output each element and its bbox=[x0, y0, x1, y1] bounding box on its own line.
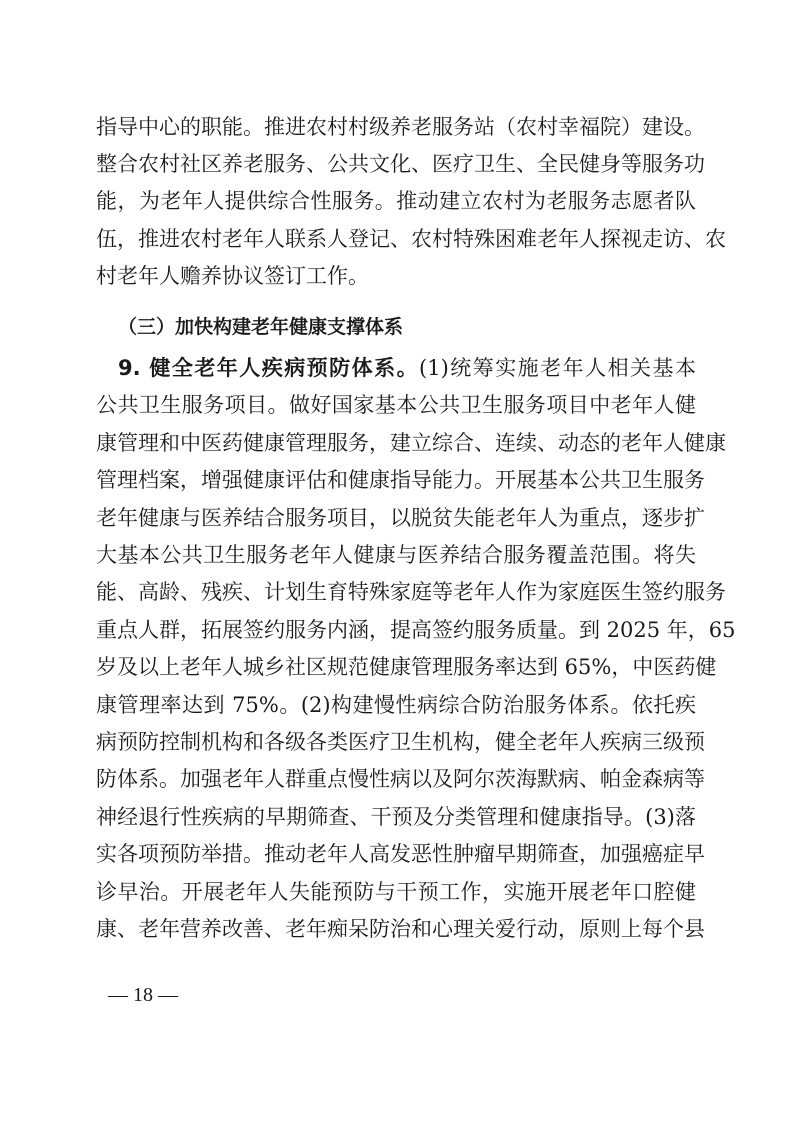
paragraph-line: 岁及以上老年人城乡社区规范健康管理服务率达到 65%，中医药健 bbox=[96, 655, 717, 679]
paragraph-line: 神经退行性疾病的早期筛查、干预及分类管理和健康指导。(3)落 bbox=[96, 805, 696, 829]
paragraph-line: 能，为老年人提供综合性服务。推动建立农村为老服务志愿者队 bbox=[96, 189, 696, 213]
paragraph-line: 村老年人赡养协议签订工作。 bbox=[96, 264, 369, 288]
paragraph-line: 病预防控制机构和各级各类医疗卫生机构，健全老年人疾病三级预 bbox=[96, 730, 705, 754]
paragraph-line: 老年健康与医养结合服务项目，以脱贫失能老年人为重点，逐步扩 bbox=[96, 506, 705, 530]
paragraph-line: 管理档案，增强健康评估和健康指导能力。开展基本公共卫生服务 bbox=[96, 468, 705, 492]
paragraph-line: 公共卫生服务项目。做好国家基本公共卫生服务项目中老年人健 bbox=[96, 393, 696, 417]
section-heading: （三）加快构建老年健康支撑体系 bbox=[118, 316, 404, 338]
paragraph-line: 康、老年营养改善、老年痴呆防治和心理关爱行动，原则上每个县 bbox=[96, 917, 705, 941]
paragraph-line: 康管理率达到 75%。(2)构建慢性病综合防治服务体系。依托疾 bbox=[96, 693, 696, 717]
paragraph-line: 防体系。加强老年人群重点慢性病以及阿尔茨海默病、帕金森病等 bbox=[96, 767, 705, 791]
paragraph-line: 实各项预防举措。推动老年人高发恶性肿瘤早期筛查，加强癌症早 bbox=[96, 842, 705, 866]
page-number: — 18 — bbox=[108, 984, 178, 1006]
item9-title: 9. 健全老年人疾病预防体系。 bbox=[118, 356, 420, 380]
paragraph-line: 诊早治。开展老年人失能预防与干预工作，实施开展老年口腔健 bbox=[96, 880, 696, 904]
paragraph-line: 能、高龄、残疾、计划生育特殊家庭等老年人作为家庭医生签约服务 bbox=[96, 580, 726, 604]
item9-first-line-text: (1)统筹实施老年人相关基本 bbox=[419, 356, 696, 380]
paragraph-line: 整合农村社区养老服务、公共文化、医疗卫生、全民健身等服务功 bbox=[96, 152, 705, 176]
paragraph-line: 重点人群，拓展签约服务内涵，提高签约服务质量。到 2025 年，65 bbox=[96, 618, 736, 642]
item9-first-line bbox=[118, 355, 696, 381]
paragraph-line: 大基本公共卫生服务老年人健康与医养结合服务覆盖范围。将失 bbox=[96, 543, 696, 567]
paragraph-line: 康管理和中医药健康管理服务，建立综合、连续、动态的老年人健康 bbox=[96, 431, 726, 455]
paragraph-line: 指导中心的职能。推进农村村级养老服务站（农村幸福院）建设。 bbox=[96, 115, 705, 139]
paragraph-line: 伍，推进农村老年人联系人登记、农村特殊困难老年人探视走访、农 bbox=[96, 227, 726, 251]
